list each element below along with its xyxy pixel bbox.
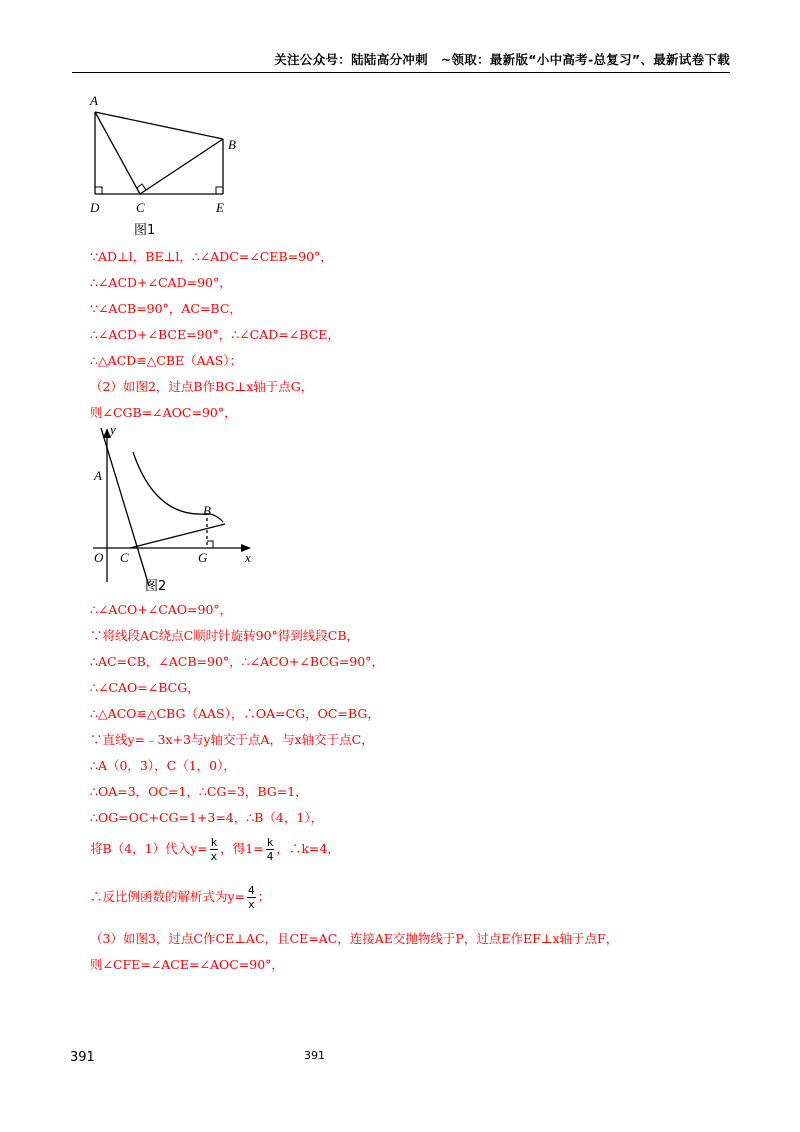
label-e: E (216, 200, 224, 215)
label-c: C (136, 200, 145, 215)
figure-1-caption: 图1 (134, 223, 156, 238)
solution-line: ∴AC=CB，∠ACB=90°，∴∠ACO+∠BCG=90°， (90, 654, 384, 669)
text-segment: ∴反比例函数的解析式为y= (90, 889, 246, 904)
figure-1 (80, 92, 280, 242)
fraction-numerator: k (210, 836, 218, 849)
text-segment: ，∴k=4， (276, 841, 340, 856)
label-x: x (245, 550, 251, 565)
solution-line: 则∠CGB=∠AOC=90°， (90, 405, 237, 420)
solution-line: ∴OG=OC+CG=1+3=4，∴B（4，1）， (90, 810, 324, 825)
solution-line: ∴∠ACD+∠CAD=90°， (90, 275, 232, 290)
solution-line: ∴△ACO≌△CBG（AAS），∴OA=CG，OC=BG， (90, 706, 380, 721)
solution-line: ∴∠CAO=∠BCG， (90, 680, 200, 695)
solution-line-result (90, 884, 270, 911)
fraction-4-over-x (247, 884, 256, 911)
segment-cb (130, 524, 225, 548)
solution-line: 则∠CFE=∠ACE=∠AOC=90°， (90, 957, 284, 972)
solution-line: ∴∠ACD+∠BCE=90°，∴∠CAD=∠BCE， (90, 327, 340, 342)
fraction-k-over-4 (266, 836, 275, 863)
right-angle-g (207, 541, 213, 548)
fraction-k-over-x (210, 836, 219, 863)
label-g: G (198, 550, 208, 565)
segment-ac (95, 112, 140, 194)
text-segment: 将B（4，1）代入y= (90, 841, 208, 856)
solution-line-substitution (90, 836, 340, 863)
label-b: B (203, 503, 211, 518)
label-d: D (90, 200, 100, 215)
label-b: B (228, 137, 236, 152)
solution-line: ∴A（0，3），C（1，0）， (90, 758, 236, 773)
solution-line: （2）如图2，过点B作BG⊥x轴于点G， (90, 379, 314, 394)
label-a: A (90, 93, 98, 108)
figure-2 (85, 422, 275, 597)
right-angle-e (216, 187, 223, 194)
segment-ab (95, 112, 223, 139)
label-o: O (94, 550, 104, 565)
solution-line: ∵将线段AC绕点C顺时针旋转90°得到线段CB， (90, 628, 360, 643)
fraction-denominator: 4 (266, 850, 274, 863)
text-segment: ； (257, 889, 271, 904)
text-segment: ，得1= (220, 841, 264, 856)
fraction-denominator: x (248, 898, 255, 911)
solution-line: ∵∠ACB=90°，AC=BC， (90, 301, 242, 316)
solution-line: （3）如图3，过点C作CE⊥AC，且CE=AC，连接AE交抛物线于P，过点E作EF⊥x轴于点F， (90, 931, 619, 946)
figure-2-caption: 图2 (145, 579, 167, 594)
fraction-numerator: 4 (248, 884, 255, 897)
page-number-left: 391 (70, 1050, 95, 1065)
fraction-numerator: k (266, 836, 274, 849)
solution-line: ∵直线y=﹣3x+3与y轴交于点A，与x轴交于点C， (90, 732, 374, 747)
segment-cb (140, 139, 223, 194)
solution-line: ∴∠ACO+∠CAO=90°， (90, 602, 233, 617)
solution-line: ∵AD⊥l，BE⊥l，∴∠ADC=∠CEB=90°， (90, 249, 333, 264)
right-angle-c (137, 184, 146, 190)
right-angle-d (95, 187, 102, 194)
label-c: C (120, 550, 129, 565)
label-y: y (110, 422, 116, 437)
label-a: A (94, 468, 102, 483)
solution-line: ∴OA=3，OC=1，∴CG=3，BG=1， (90, 784, 308, 799)
solution-line: ∴△ACD≌△CBE（AAS）； (90, 353, 243, 368)
fraction-denominator: x (210, 850, 218, 863)
page-number-center: 391 (304, 1049, 325, 1062)
page-header: 关注公众号：陆陆高分冲刺 ~领取：最新版“小中高考-总复习”、最新试卷下载 (72, 50, 730, 73)
